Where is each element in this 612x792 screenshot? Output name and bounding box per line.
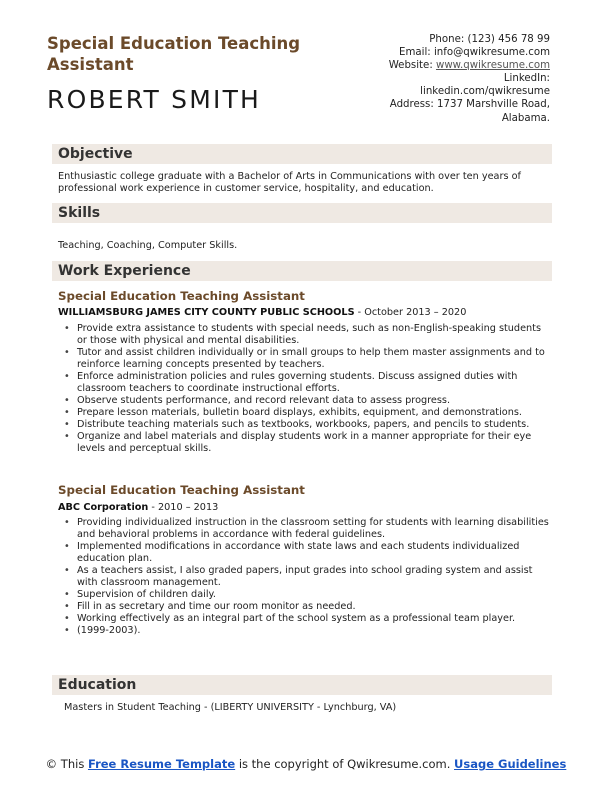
education-heading: Education <box>58 677 137 693</box>
footer-middle: is the copyright of Qwikresume.com. <box>235 757 455 771</box>
list-item: • Prepare lesson materials, bulletin board displays, exhibits, equipment, and demonstrations. <box>64 407 550 419</box>
job-employer-line-1 <box>58 307 466 319</box>
contact-linkedin-url[interactable]: linkedin.com/qwikresume <box>420 86 550 98</box>
work-experience-heading: Work Experience <box>58 263 191 279</box>
free-resume-template-link[interactable]: Free Resume Template <box>87 757 236 771</box>
skills-text: Teaching, Coaching, Computer Skills. <box>58 240 238 251</box>
objective-heading-bar <box>52 144 552 164</box>
list-item: • As a teachers assist, I also graded papers, input grades into school grading system and assist with classroom management. <box>64 565 550 589</box>
list-item: • Observe students performance, and record relevant data to assess progress. <box>64 395 550 407</box>
list-item: • Providing individualized instruction in the classroom setting for students with learning disabilities and behavioral problems in accordance with federal guidelines. <box>64 517 550 541</box>
job-bullets-2 <box>64 517 550 637</box>
footer-prefix: © This <box>45 757 88 771</box>
objective-text: Enthusiastic college graduate with a Bachelor of Arts in Communications with over ten years of professional work experience in customer service, hospitality, and education. <box>58 171 521 194</box>
list-item: • (1999-2003). <box>64 625 550 637</box>
list-item: • Implemented modifications in accordance with state laws and each students individualized education plan. <box>64 541 550 565</box>
list-item: • Enforce administration policies and rules governing students. Discuss assigned duties with classroom teachers to coordinate instructional efforts. <box>64 371 550 395</box>
job-dates-1: - October 2013 – 2020 <box>354 307 467 318</box>
contact-address-line-1: Address: 1737 Marshville Road, <box>389 99 550 111</box>
list-item: • Organize and label materials and display students work in a manner appropriate for their eye levels and perceptual skills. <box>64 431 550 455</box>
list-item: • Provide extra assistance to students with special needs, such as non-English-speaking students or those with physical and mental disabilities. <box>64 323 550 347</box>
work-experience-heading-bar <box>52 261 552 281</box>
job-employer-1: WILLIAMSBURG JAMES CITY COUNTY PUBLIC SCHOOLS <box>58 307 355 318</box>
job-dates-2: - 2010 – 2013 <box>148 502 219 513</box>
candidate-name: ROBERT SMITH <box>47 85 262 114</box>
resume-job-title: Special Education Teaching Assistant <box>47 34 301 74</box>
list-item: • Fill in as secretary and time our room monitor as needed. <box>64 601 550 613</box>
contact-phone: Phone: (123) 456 78 99 <box>429 34 550 45</box>
contact-website <box>320 59 550 72</box>
list-item: • Tutor and assist children individually or in small groups to help them master assignments and to reinforce learning concepts presented by teachers. <box>64 347 550 371</box>
copyright-footer <box>0 757 612 771</box>
skills-heading-bar <box>52 203 552 223</box>
list-item: • Working effectively as an integral part of the school system as a professional team player. <box>64 613 550 625</box>
job-title-1: Special Education Teaching Assistant <box>58 289 305 303</box>
objective-heading: Objective <box>58 146 133 162</box>
contact-block <box>320 33 550 125</box>
education-text: Masters in Student Teaching - (LIBERTY UNIVERSITY - Lynchburg, VA) <box>64 702 397 713</box>
contact-address-line-2: Alabama. <box>501 112 550 124</box>
usage-guidelines-link[interactable]: Usage Guidelines <box>454 757 567 771</box>
job-employer-2: ABC Corporation <box>58 502 149 513</box>
contact-linkedin-label: LinkedIn: <box>503 73 550 85</box>
website-link[interactable]: www.qwikresume.com <box>435 60 550 72</box>
job-bullets-1 <box>64 323 550 455</box>
list-item: • Distribute teaching materials such as textbooks, workbooks, papers, and pencils to students. <box>64 419 550 431</box>
skills-heading: Skills <box>58 205 101 221</box>
contact-email: Email: info@qwikresume.com <box>399 47 550 59</box>
job-title-2: Special Education Teaching Assistant <box>58 483 305 497</box>
job-employer-line-2 <box>58 502 218 514</box>
education-heading-bar <box>52 675 552 695</box>
list-item: • Supervision of children daily. <box>64 589 550 601</box>
website-label: Website: <box>388 60 436 72</box>
